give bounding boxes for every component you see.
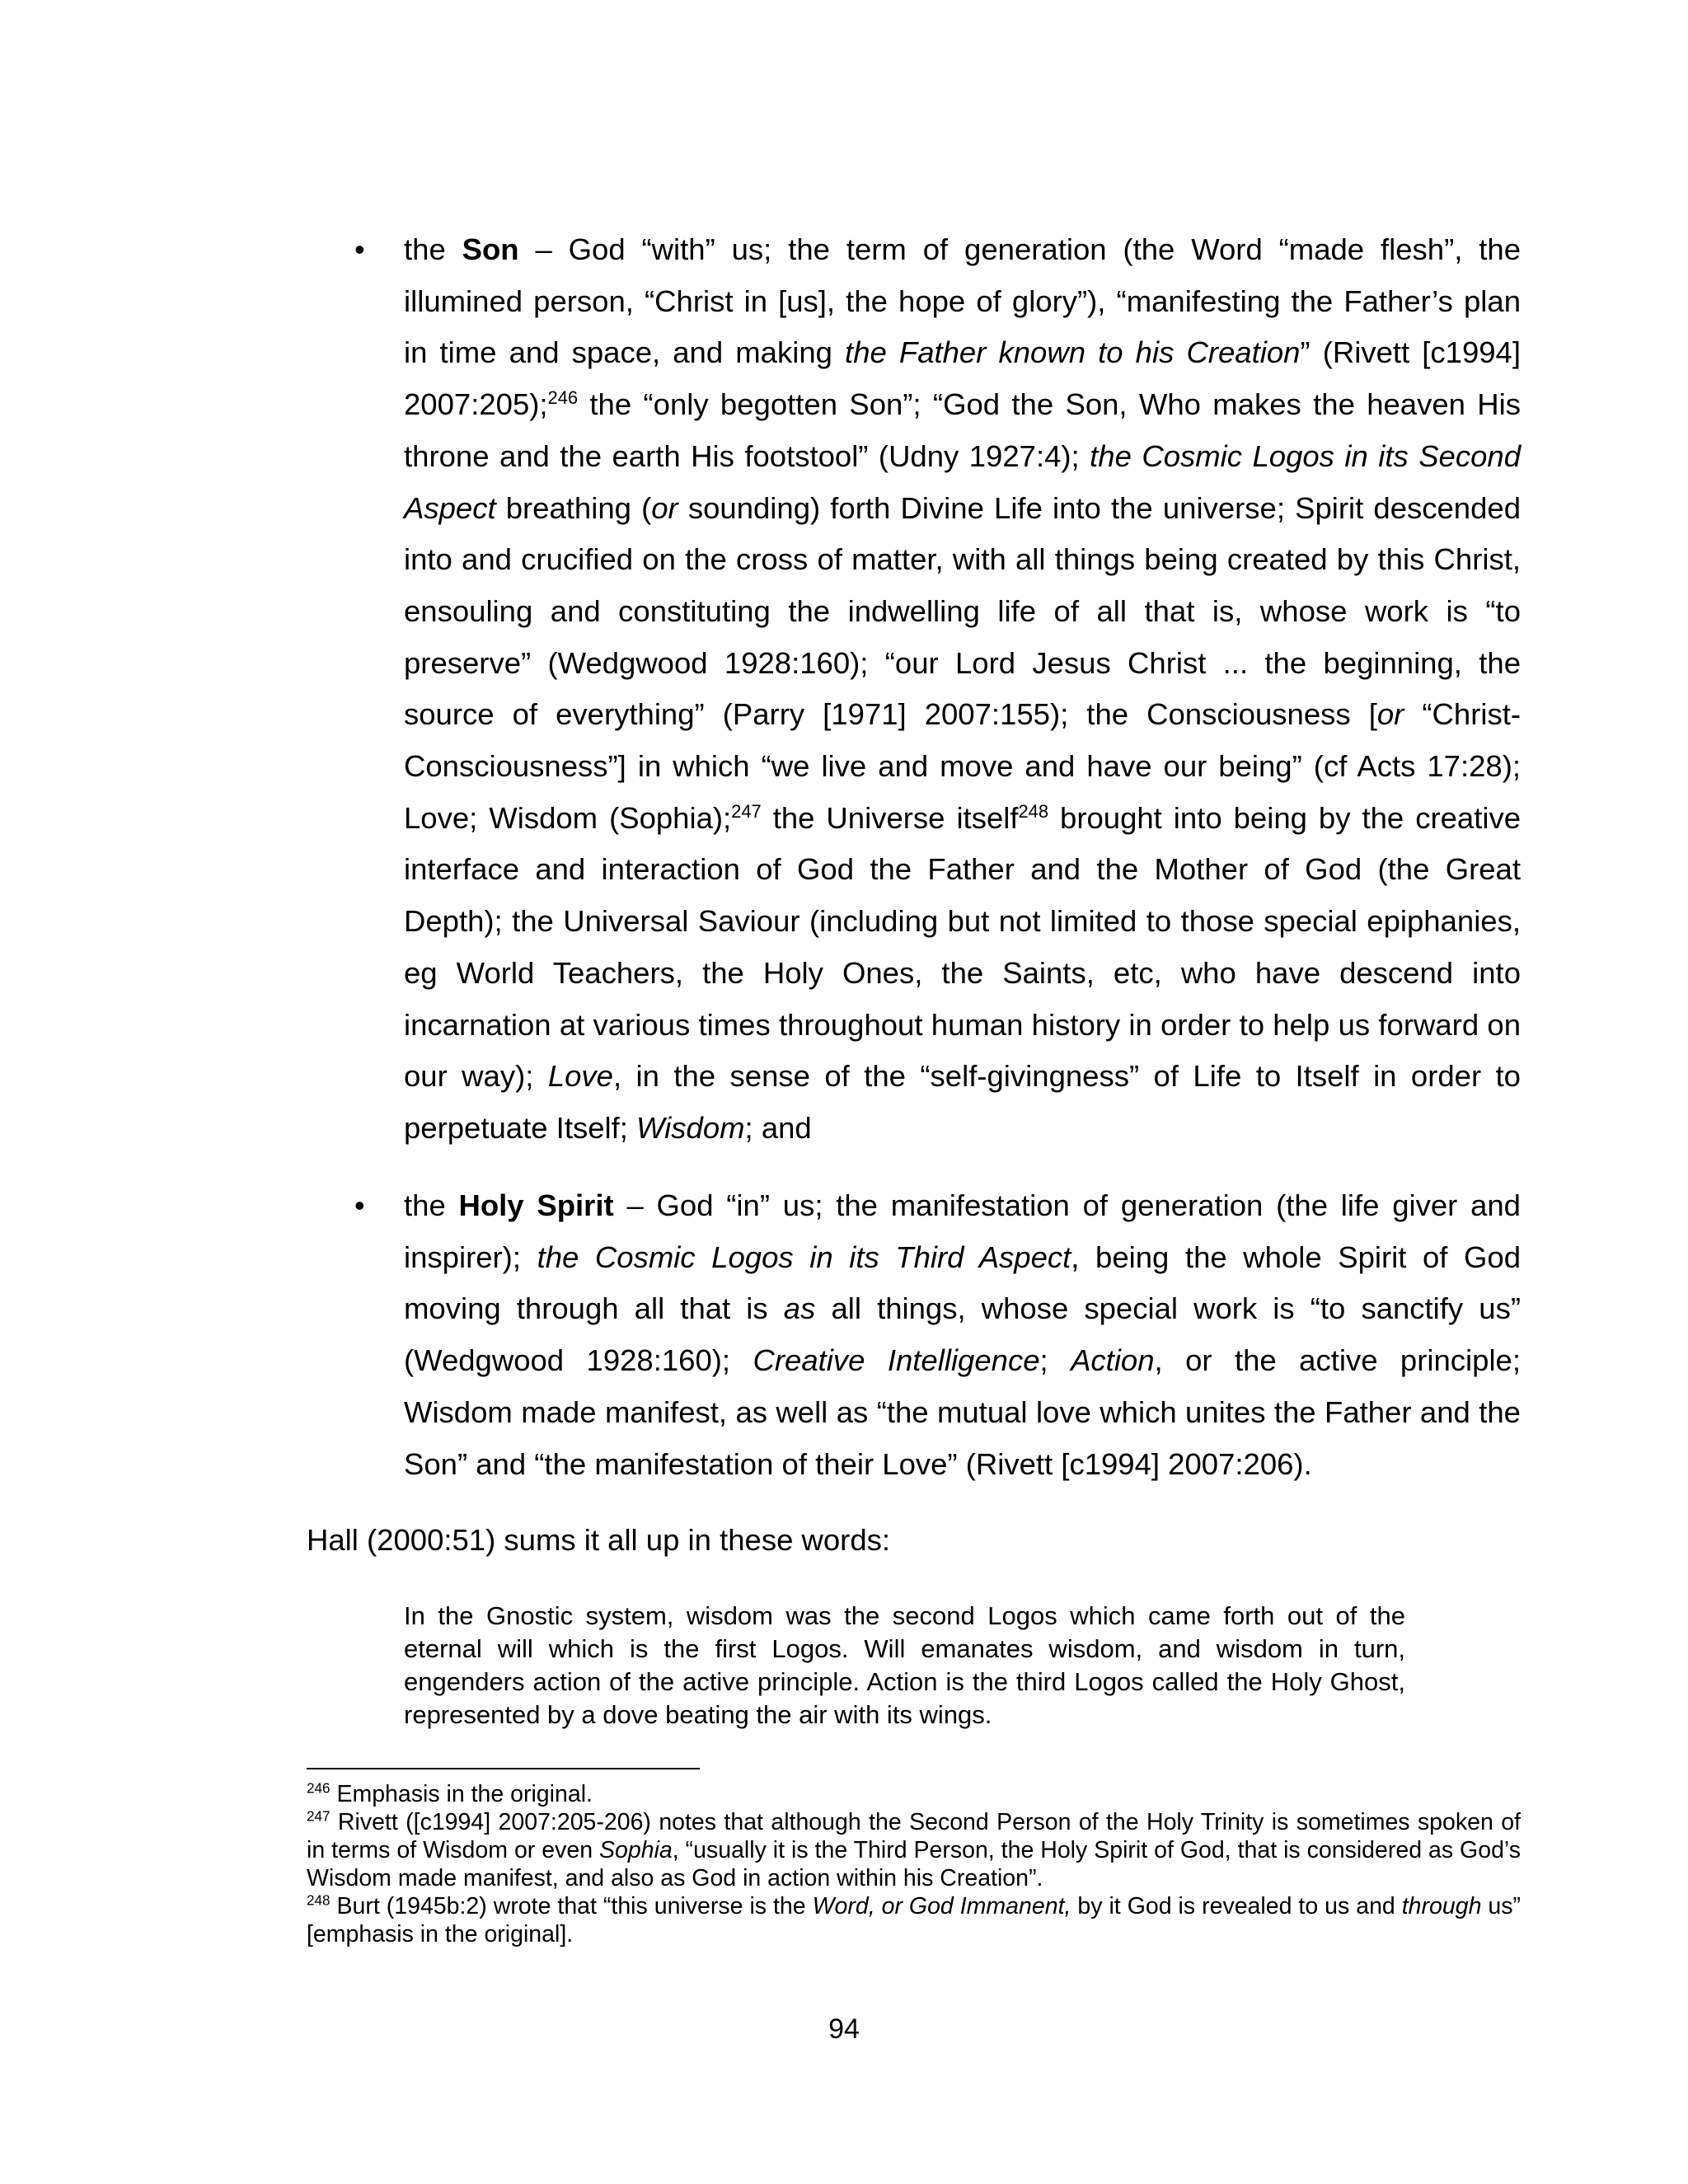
footnote-248: $^{248}$ Burt (1945b:2) wrote that “this universe is the Word, or God Immanent, by it God is revealed to us and through us” [emphasis in the original].	[307, 1892, 1522, 1947]
footnote-246: $^{246}$ Emphasis in the original.	[307, 1780, 593, 1807]
block-quote: In the Gnostic system, wisdom was the second Logos which came forth out of the eternal will which is the first Logos. Will emanates wisdom, and wisdom in turn, engenders action of the active principle. Action is the third Logos called the Holy Ghost, represented by a dove beating the air with its wings.	[404, 1601, 1405, 1729]
term-holy-spirit: Holy Spirit	[458, 1188, 614, 1222]
bullet-text: the Son – God “with” us; the term of generation (the Word “made flesh”, the illumined person, “Christ in [us], the hope of glory”), “manifesting the Father’s plan in time and space, and making the Father known to his Creation” (Rivett [c1994] 2007:205);$^{246}$ the “only begotten Son”; “God the Son, Who makes the heaven His throne and the earth His footstool” (Udny 1927:4); the Cosmic Logos in its Second Aspect breathing (or sounding) forth Divine Life into the universe; Spirit descended into and crucified on the cross of matter, with all things being created by this Christ, ensouling and constituting the indwelling life of all that is, whose work is “to preserve” (Wedgwood 1928:160); “our Lord Jesus Christ ... the beginning, the source of everything” (Parry [1971] 2007:155); the Consciousness [or “Christ-Consciousness”] in which “we live and move and have our being” (cf Acts 17:28); Love; Wisdom (Sophia);$^{247}$ the Universe itself$^{248}$ brought into being by the creative interface and interaction of God the Father and the Mother of God (the Great Depth); the Universal Saviour (including but not limited to those special epiphanies, eg World Teachers, the Holy Ones, the Saints, etc, who have descend into incarnation at various times throughout human history in order to help us forward on our way); Love, in the sense of the “self-givingness” of Life to Itself in order to perpetuate Itself; Wisdom; and	[404, 232, 1522, 1145]
footnote-ref: 247	[731, 800, 762, 822]
bullet-icon: •	[354, 1188, 365, 1222]
footnote-ref: 248	[1018, 800, 1049, 822]
footnote-separator	[307, 1768, 700, 1769]
bullet-item-son	[354, 224, 1522, 1155]
page-number: 94	[828, 2013, 860, 2045]
quote-intro: Hall (2000:51) sums it all up in these words:	[307, 1523, 891, 1557]
footnote-ref: 246	[547, 387, 579, 408]
footnotes	[307, 1780, 1521, 1948]
term-son: Son	[462, 232, 519, 266]
bullet-item-holy-spirit	[354, 1180, 1521, 1490]
footnote-247: $^{247}$ Rivett ([c1994] 2007:205-206) notes that although the Second Person of the Holy Trinity is sometimes spoken of in terms of Wisdom or even Sophia, “usually it is the Third Person, the Holy Spirit of God, that is considered as God’s Wisdom made manifest, and also as God in action within his Creation”.	[307, 1808, 1521, 1891]
bullet-text: the Holy Spirit – God “in” us; the manifestation of generation (the life giver and inspirer); the Cosmic Logos in its Third Aspect, being the whole Spirit of God moving through all that is as all things, whose special work is “to sanctify us” (Wedgwood 1928:160); Creative Intelligence; Action, or the active principle; Wisdom made manifest, as well as “the mutual love which unites the Father and the Son” and “the manifestation of their Love” (Rivett [c1994] 2007:206).	[404, 1188, 1521, 1481]
bullet-icon: •	[354, 232, 365, 266]
